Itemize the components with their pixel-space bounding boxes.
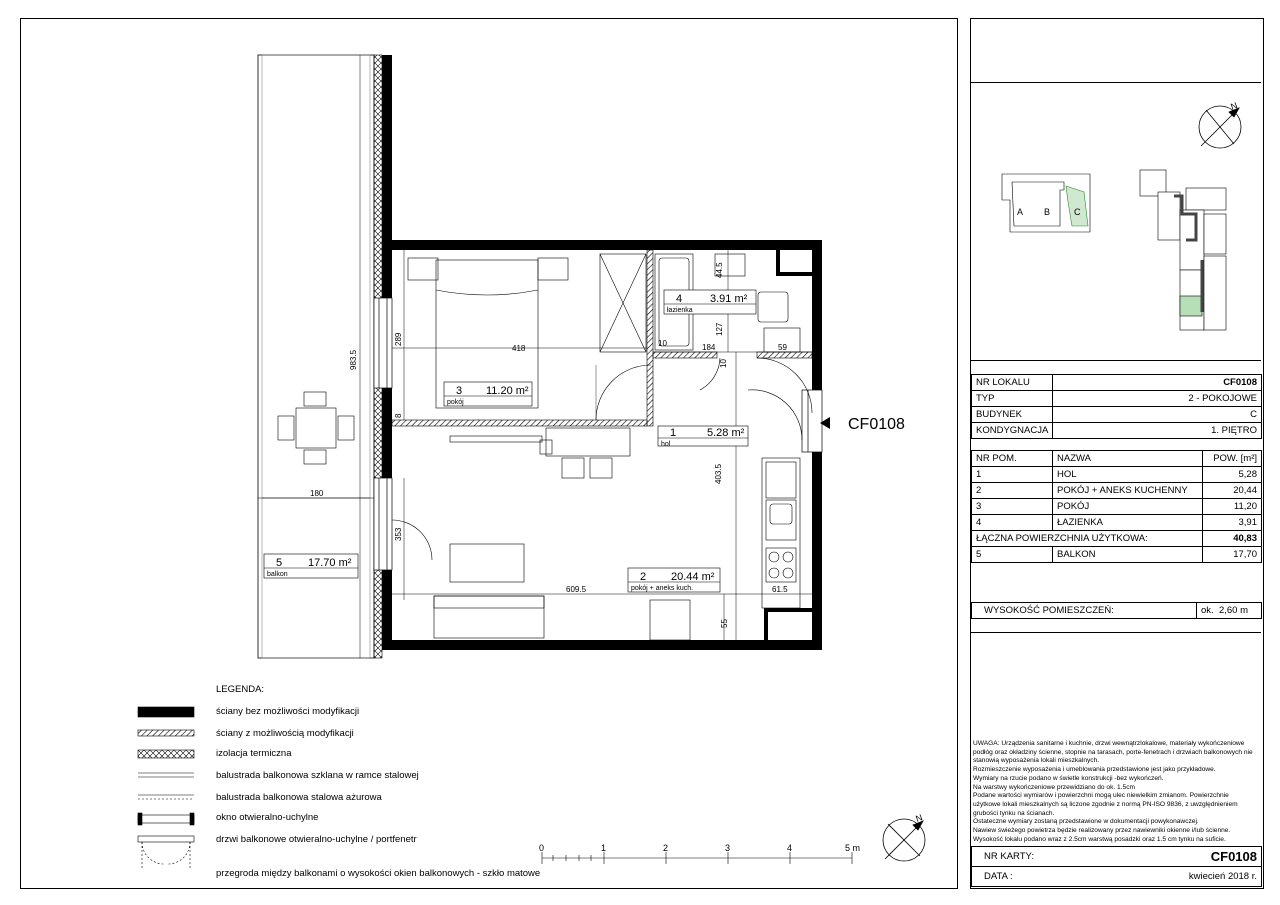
cell-name: ŁAZIENKA — [1053, 515, 1203, 531]
cell-no: 1 — [972, 467, 1053, 483]
info-row — [972, 391, 1262, 407]
scale-tick-4: 4 — [787, 843, 793, 853]
room-4-area: 3.91 m² — [710, 293, 748, 305]
room-1-no: 1 — [670, 427, 677, 439]
info-row — [972, 407, 1262, 423]
info-value: CF0108 — [1053, 375, 1262, 391]
dim-bath-top: 44.5 — [715, 262, 724, 278]
room-3-no: 3 — [456, 385, 463, 397]
table-row — [972, 515, 1262, 531]
dim-bottom: 55 — [720, 619, 729, 628]
info-label: KONDYGNACJA — [972, 423, 1053, 439]
table-row — [972, 467, 1262, 483]
total-row — [972, 531, 1262, 547]
balcony-table-set — [278, 392, 354, 464]
rooms-table — [971, 450, 1262, 563]
height-label: WYSOKOŚĆ POMIESZCZEŃ: — [972, 603, 1197, 619]
cell-name: POKÓJ + ANEKS KUCHENNY — [1053, 483, 1203, 499]
height-value: 2,60 m — [1218, 605, 1249, 616]
dim-window: 353 — [394, 527, 403, 541]
cell-no: 4 — [972, 515, 1053, 531]
cell-name: POKÓJ — [1053, 499, 1203, 515]
legend-item-glass-railing: balustrada balkonowa szklana w ramce stalowej — [216, 770, 419, 781]
date-value: kwiecień 2018 r. — [1048, 867, 1262, 887]
north-arrow-icon — [1199, 106, 1241, 148]
site-plan — [1002, 174, 1090, 232]
room-2-name: pokój + aneks kuch. — [631, 585, 694, 592]
rooms-header — [972, 451, 1262, 467]
dim-living-depth: 403.5 — [714, 463, 723, 484]
info-row — [972, 375, 1262, 391]
note-line: Na warstwy wykończeniowe przewidziano do ok. 1.5cm — [973, 783, 1135, 791]
dim-closet: 59 — [778, 343, 787, 352]
cell-area: 5,28 — [1203, 467, 1262, 483]
legend-title: LEGENDA: — [216, 684, 265, 695]
dim-bedroom-width: 418 — [512, 344, 526, 353]
scale-tick-0: 0 — [539, 843, 545, 853]
balcony-row — [972, 547, 1262, 563]
scale-tick-3: 3 — [725, 843, 731, 853]
room-4-name: łazienka — [667, 307, 693, 314]
card-value: CF0108 — [1048, 847, 1262, 867]
legend-item-walls-modifiable: ściany z możliwością modyfikacji — [216, 728, 354, 739]
building-c-floor-key — [1140, 170, 1226, 330]
date-row — [972, 867, 1262, 887]
room-2-no: 2 — [640, 571, 647, 583]
cell-area: 17,70 — [1203, 547, 1262, 563]
building-c: C — [1074, 207, 1081, 217]
cell-no: 5 — [972, 547, 1053, 563]
svg-text:N: N — [914, 812, 924, 824]
dim-bedroom-depth: 289 — [394, 332, 403, 346]
room-1-name: hol — [661, 441, 671, 448]
cell-no: 3 — [972, 499, 1053, 515]
legend-swatches — [138, 707, 194, 870]
dim-balcony-length: 983.5 — [349, 349, 358, 370]
cell-no: 2 — [972, 483, 1053, 499]
north-arrow-small-icon — [883, 819, 925, 861]
dim-wall: 8 — [394, 413, 403, 418]
total-value: 40,83 — [1203, 531, 1262, 547]
note-line: Podane wartości wymiarów i powierzchni mogą ulec niewielkim zmianom. Powierzchnie użytkowe lokali mieszkalnych są liczone zgodnie z normą PN-ISO 9836, z uwzględnieniem grubości tynku na ścianach. — [973, 792, 1238, 817]
building-b: B — [1044, 207, 1051, 217]
height-table — [971, 602, 1262, 619]
scale-tick-1: 1 — [601, 843, 607, 853]
card-label: NR KARTY: — [972, 847, 1049, 867]
legend-item-steel-railing: balustrada balkonowa stalowa ażurowa — [216, 792, 382, 803]
legend-item-partition: przegroda między balkonami o wysokości okien balkonowych - szkło matowe — [216, 868, 541, 879]
room-label-boxes — [264, 290, 756, 592]
info-label: TYP — [972, 391, 1053, 407]
dim-bath-depth: 127 — [715, 322, 724, 336]
room-2-area: 20.44 m² — [671, 571, 715, 583]
room-4-no: 4 — [676, 293, 683, 305]
height-value-cell — [1197, 603, 1262, 619]
cell-name: BALKON — [1053, 547, 1203, 563]
card-table — [971, 846, 1262, 887]
total-label: ŁĄCZNA POWIERZCHNIA UŻYTKOWA: — [972, 531, 1203, 547]
dim-bath-wall: 10 — [658, 339, 667, 348]
table-row — [972, 483, 1262, 499]
scale-bar — [542, 852, 852, 864]
note-line: Rozmieszczenie wyposażenia i umeblowania przedstawione jest jako przykładowe. — [973, 766, 1216, 774]
room-3-name: pokój — [447, 399, 464, 406]
note-line: Ostateczne wymiary zostaną przedstawione w dokumentacji powykonawczej. — [973, 818, 1199, 826]
living-furniture — [434, 428, 690, 640]
cell-area: 3,91 — [1203, 515, 1262, 531]
scale-tick-2: 2 — [663, 843, 669, 853]
header-area: POW. [m²] — [1203, 451, 1262, 467]
info-label: BUDYNEK — [972, 407, 1053, 423]
note-line: UWAGA: Urządzenia sanitarne i kuchnie, drzwi wewnątrzlokalowe, materiały wykończeniowe podłóg oraz okładziny ścienne, stopnie na tarasach, porte-fenetrach i drzwiach balkonowych nie stanowią wyposażenia lokali mieszkalnych. — [973, 740, 1253, 765]
info-value: C — [1053, 407, 1262, 423]
legend-item-walls-fixed: ściany bez możliwości modyfikacji — [216, 706, 360, 717]
header-name: NAZWA — [1053, 451, 1203, 467]
unit-info-table — [971, 374, 1262, 439]
legend-item-insulation: izolacja termiczna — [216, 748, 292, 759]
building-a: A — [1017, 207, 1024, 217]
legend-item-balcony-door: drzwi balkonowe otwieralno-uchylne / portfenetr — [216, 834, 417, 845]
height-prefix: ok. — [1201, 605, 1214, 616]
dim-living-width: 609.5 — [566, 585, 587, 594]
info-row — [972, 423, 1262, 439]
windows — [374, 298, 822, 570]
dim-balcony-width: 180 — [310, 489, 324, 498]
room-5-area: 17.70 m² — [308, 557, 352, 569]
wardrobe — [600, 254, 646, 352]
info-value: 1. PIĘTRO — [1053, 423, 1262, 439]
info-label: NR LOKALU — [972, 375, 1053, 391]
svg-text:N: N — [1229, 100, 1239, 112]
table-row — [972, 499, 1262, 515]
notes — [973, 740, 1258, 844]
room-5-name: balkon — [267, 571, 288, 578]
note-line: Wysokość lokalu podano wraz z 2.5cm warstwą posadzki oraz 1.5 cm tynku na suficie. — [973, 835, 1226, 843]
cell-area: 11,20 — [1203, 499, 1262, 515]
dim-kitchen: 61.5 — [772, 585, 788, 594]
structural-walls — [382, 55, 822, 650]
scale-tick-5: 5 m — [845, 843, 861, 853]
note-line: Wymiary na rzucie podano w świetle konstrukcji -bez wykończeń. — [973, 774, 1164, 782]
unit-marker-label: CF0108 — [848, 416, 905, 433]
card-row — [972, 847, 1262, 867]
legend-item-window: okno otwieralno-uchylne — [216, 812, 319, 823]
scale-labels — [539, 843, 860, 853]
cell-area: 20,44 — [1203, 483, 1262, 499]
height-row — [972, 603, 1262, 619]
info-value: 2 - POKOJOWE — [1053, 391, 1262, 407]
room-1-area: 5.28 m² — [707, 427, 745, 439]
header-no: NR POM. — [972, 451, 1053, 467]
room-3-area: 11.20 m² — [486, 385, 529, 397]
note-line: Nawiew świeżego powietrza będzie realizowany przez nawiewniki okienne i/lub ścienne. — [973, 827, 1231, 835]
dim-hall-width: 184 — [702, 343, 716, 352]
date-label: DATA : — [972, 867, 1049, 887]
room-5-no: 5 — [276, 557, 283, 569]
dim-hall-wall: 10 — [719, 359, 728, 368]
cell-name: HOL — [1053, 467, 1203, 483]
